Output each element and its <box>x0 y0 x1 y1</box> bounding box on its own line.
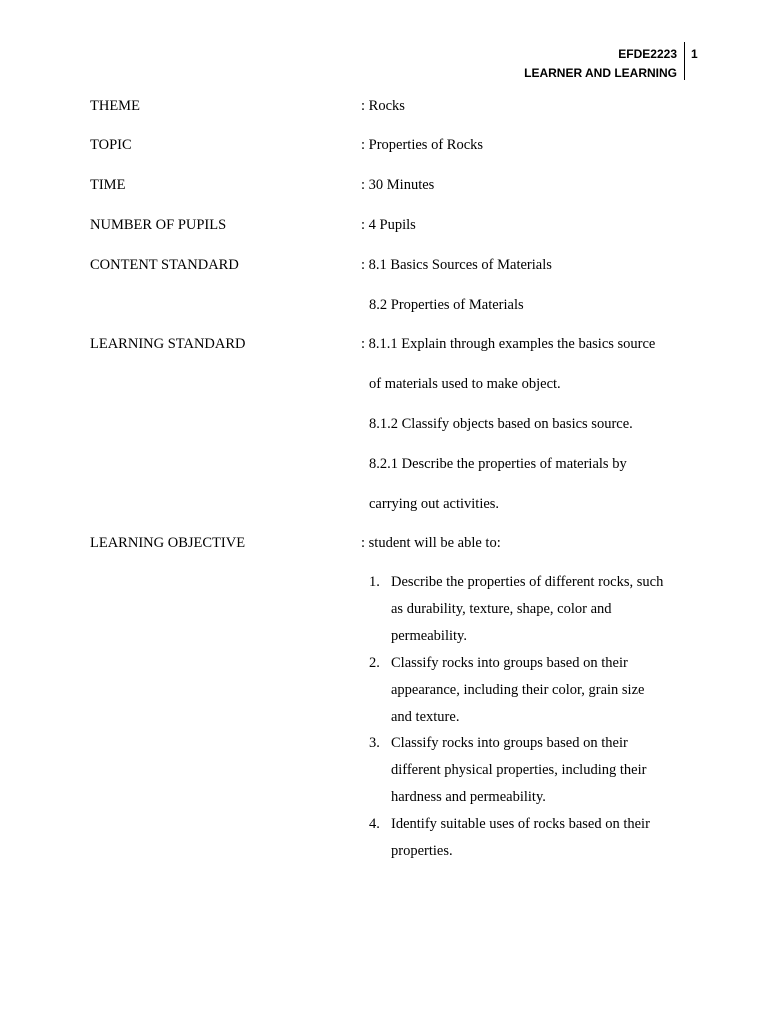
theme-label: THEME <box>90 98 140 114</box>
page-header <box>524 45 677 83</box>
learning-objective-label: LEARNING OBJECTIVE <box>90 535 246 551</box>
list-item-text: properties. <box>391 843 453 859</box>
topic-label: TOPIC <box>90 137 132 153</box>
list-item-text: and texture. <box>391 709 460 725</box>
list-item-text: Describe the properties of different rocks, such <box>391 574 664 590</box>
header-divider <box>684 42 685 80</box>
list-item-text: appearance, including their color, grain size <box>391 682 645 698</box>
list-item-number: 4. <box>369 816 380 832</box>
list-item-text: hardness and permeability. <box>391 789 546 805</box>
list-item-text: Classify rocks into groups based on their <box>391 655 628 671</box>
learning-objective-intro: : student will be able to: <box>361 535 501 551</box>
time-label: TIME <box>90 177 126 193</box>
content-standard-label: CONTENT STANDARD <box>90 257 239 273</box>
course-title: LEARNER AND LEARNING <box>524 66 677 80</box>
list-item-text: Identify suitable uses of rocks based on their <box>391 816 650 832</box>
list-item-number: 3. <box>369 735 380 751</box>
learning-standard-1a: : 8.1.1 Explain through examples the basics source <box>361 336 656 352</box>
list-item-text: different physical properties, including their <box>391 762 647 778</box>
list-item-number: 1. <box>369 574 380 590</box>
learning-standard-3a: 8.2.1 Describe the properties of materials by <box>369 456 627 472</box>
course-code: EFDE2223 <box>618 47 677 61</box>
page-number: 1 <box>691 47 698 61</box>
pupils-value: : 4 Pupils <box>361 217 416 233</box>
list-item-number: 2. <box>369 655 380 671</box>
pupils-label: NUMBER OF PUPILS <box>90 217 227 233</box>
topic-value: : Properties of Rocks <box>361 137 484 153</box>
learning-standard-1b: of materials used to make object. <box>369 376 561 392</box>
content-standard-value-2: 8.2 Properties of Materials <box>369 297 524 313</box>
learning-standard-3b: carrying out activities. <box>369 496 500 512</box>
time-value: : 30 Minutes <box>361 177 435 193</box>
theme-value: : Rocks <box>361 98 405 114</box>
learning-standard-2: 8.1.2 Classify objects based on basics source. <box>369 416 633 432</box>
list-item-text: permeability. <box>391 628 467 644</box>
list-item-text: as durability, texture, shape, color and <box>391 601 612 617</box>
content-standard-value-1: : 8.1 Basics Sources of Materials <box>361 257 552 273</box>
learning-standard-label: LEARNING STANDARD <box>90 336 246 352</box>
list-item-text: Classify rocks into groups based on their <box>391 735 628 751</box>
